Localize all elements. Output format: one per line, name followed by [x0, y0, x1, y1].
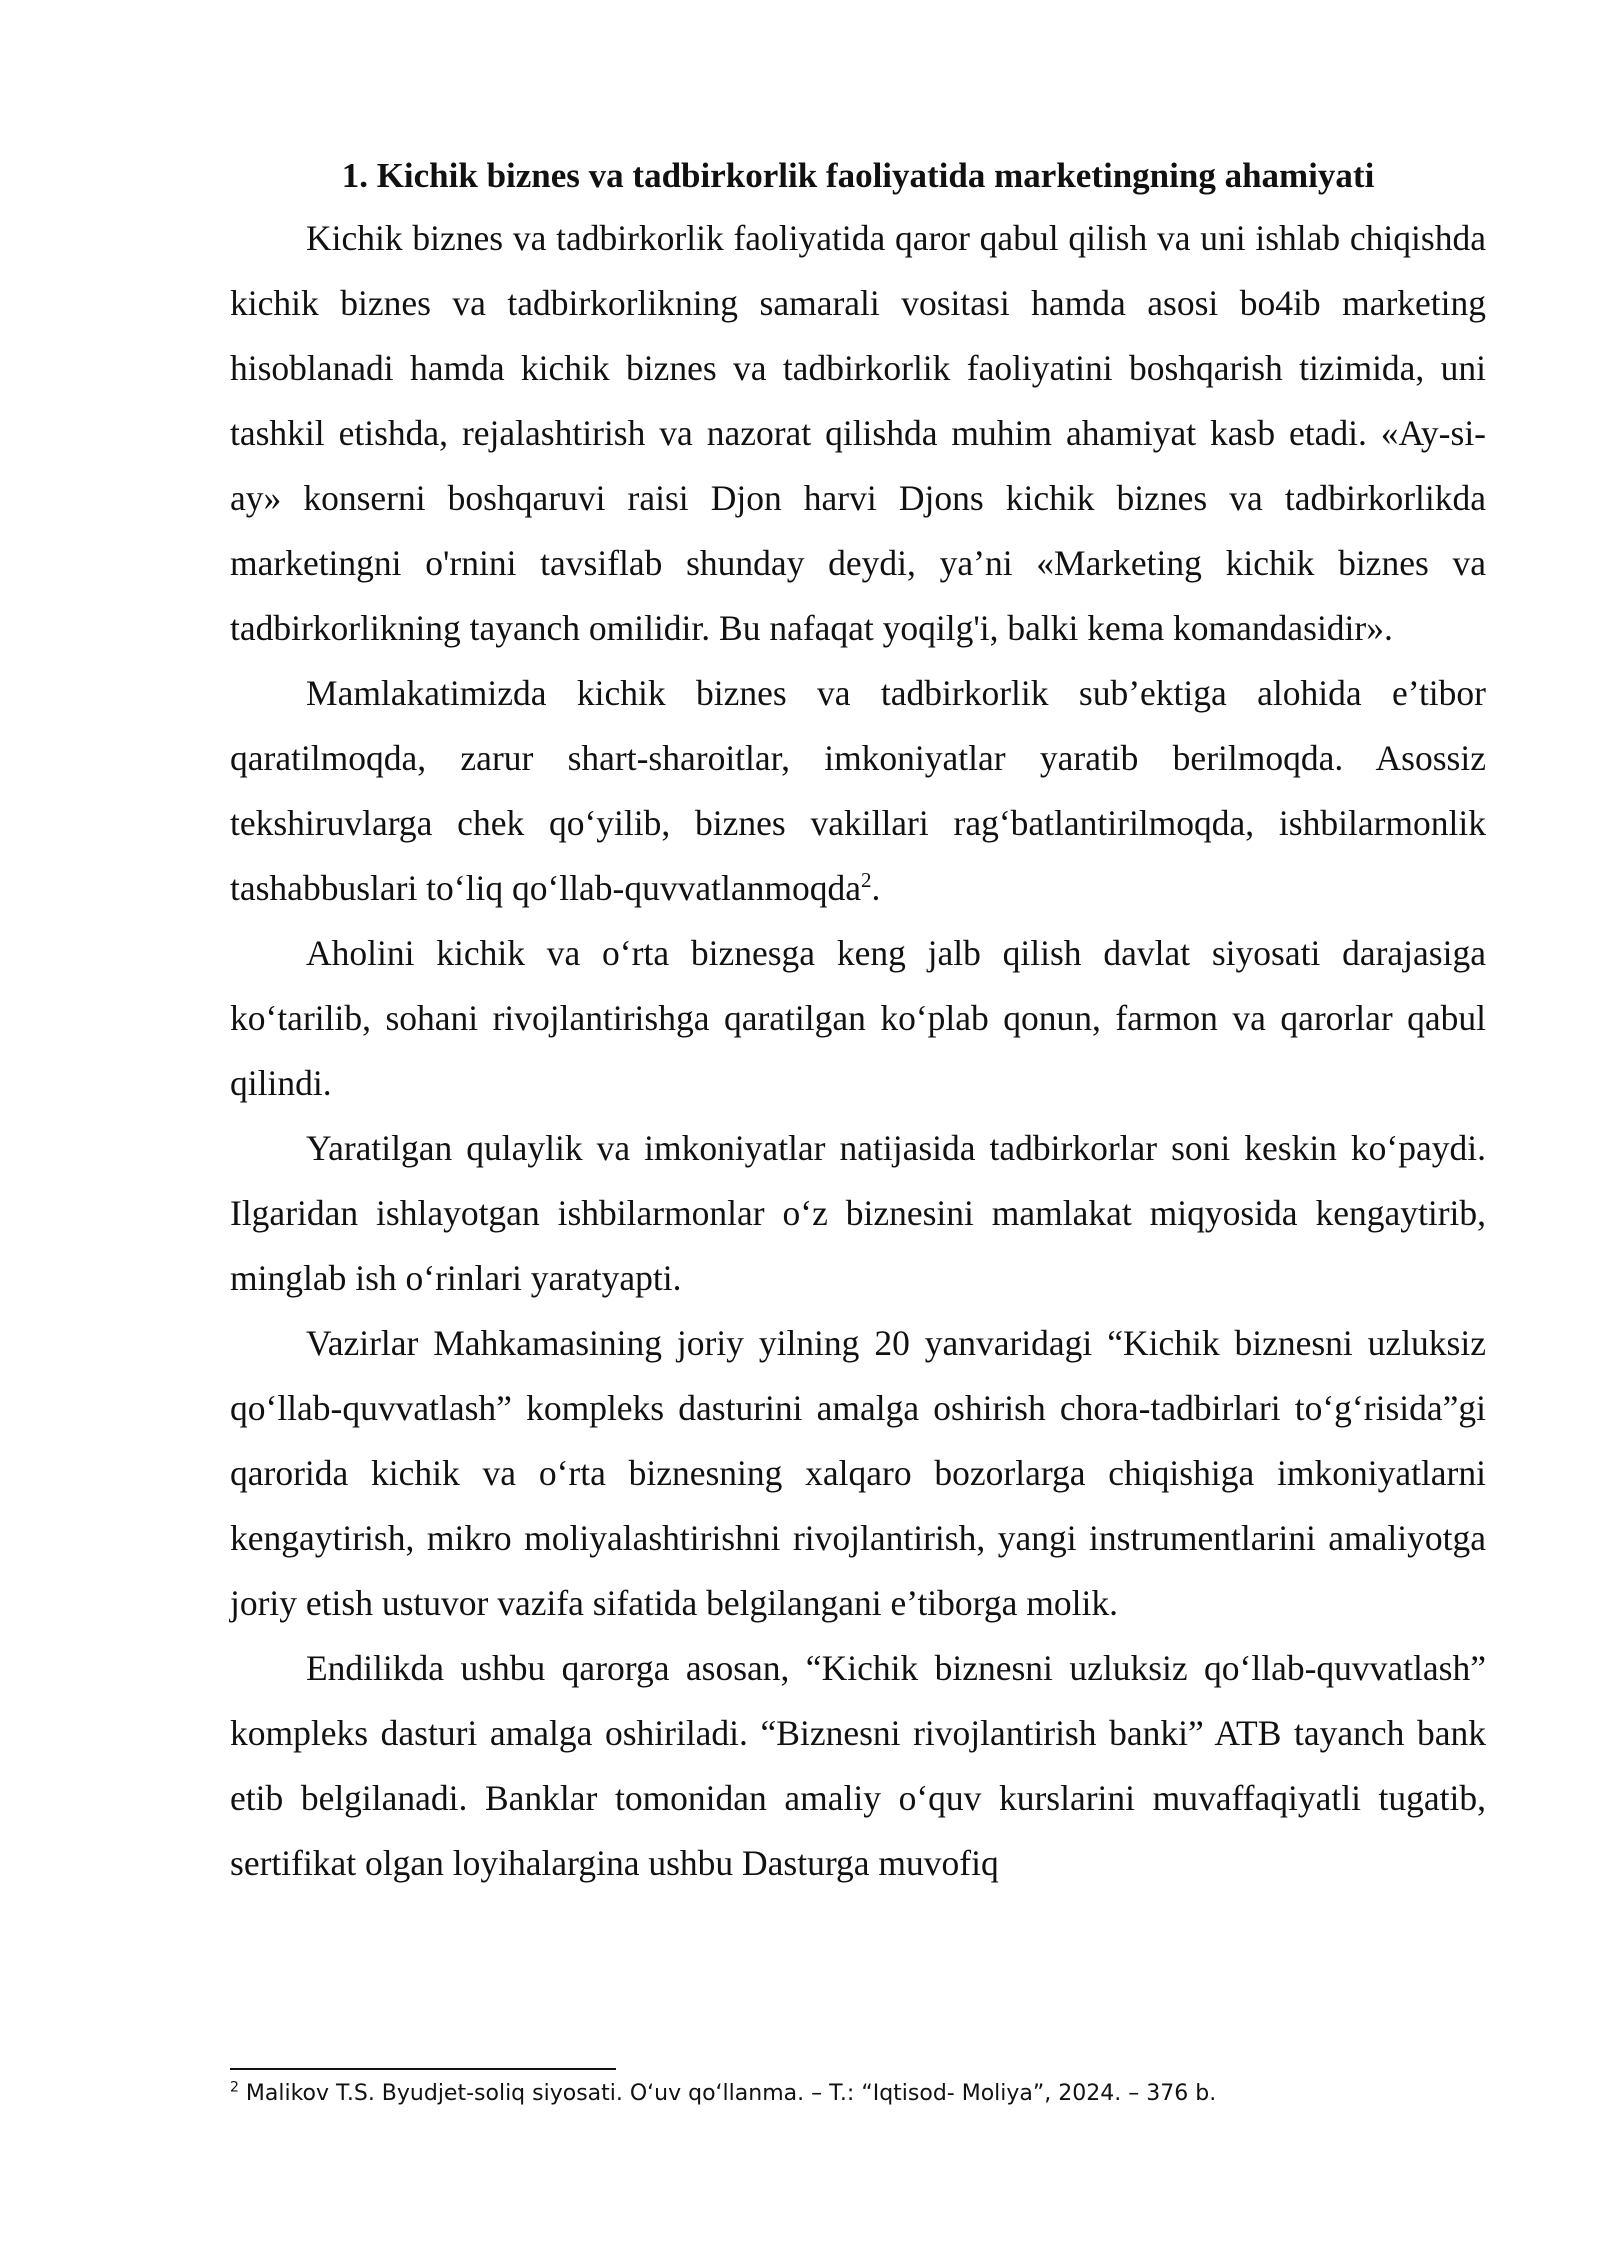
paragraph-1: Kichik biznes va tadbirkorlik faoliyatida qaror qabul qilish va uni ishlab chiqishda kichik biznes va tadbirkorlikning samarali vositasi hamda asosi bo4ib marketing hisoblanadi hamda kichik biznes va tadbirkorlik faoliyatini boshqarish tizimida, uni tashkil etishda, rejalashtirish va nazorat qilishda muhim ahamiyat kasb etadi. «Ay-si-ay» konserni boshqaruvi raisi Djon harvi Djons kichik biznes va tadbirkorlikda marketingni o'rnini tavsiflab shunday deydi, ya’ni «Marketing kichik biznes va tadbirkorlikning tayanch omilidir. Bu nafaqat yoqilg'i, balki kema komandasidir».: [230, 218, 1486, 648]
footnote-marker: 2: [230, 2079, 239, 2096]
footnote-text: Malikov T.S. Byudjet-soliq siyosati. O‘uv qo‘llanma. – T.: “Iqtisod- Moliya”, 2024. – 376 b.: [238, 2081, 1217, 2106]
paragraph-4: Yaratilgan qulaylik va imkoniyatlar natijasida tadbirkorlar soni keskin ko‘paydi. Ilgaridan ishlayotgan ishbilarmonlar o‘z biznesini mamlakat miqyosida kengaytirib, minglab ish o‘rinlari yaratyapti.: [230, 1128, 1486, 1298]
section-heading: 1. Kichik biznes va tadbirkorlik faoliyatida marketingning ahamiyati: [341, 156, 1375, 195]
paragraph-2: [230, 661, 1486, 921]
footnote: [230, 2078, 1486, 2110]
paragraph-2-end: .: [871, 868, 881, 908]
paragraph-2-text: Mamlakatimizda kichik biznes va tadbirkorlik sub’ektiga alohida e’tibor qaratilmoqda, zarur shart-sharoitlar, imkoniyatlar yaratib berilmoqda. Asossiz tekshiruvlarga chek qo‘yilib, biznes vakillari rag‘batlantirilmoqda, ishbilarmonlik tashabbuslari to‘liq qo‘llab-quvvatlanmoqda: [230, 673, 1486, 908]
paragraph-6: Endilikda ushbu qarorga asosan, “Kichik biznesni uzluksiz qo‘llab-quvvatlash” kompleks dasturi amalga oshiriladi. “Biznesni rivojlantirish banki” ATB tayanch bank etib belgilanadi. Banklar tomonidan amaliy o‘quv kurslarini muvaffaqiyatli tugatib, sertifikat olgan loyihalargina ushbu Dasturga muvofiq: [230, 1648, 1486, 1883]
footnote-reference[interactable]: 2: [860, 868, 872, 893]
paragraph-5: Vazirlar Mahkamasining joriy yilning 20 yanvaridagi “Kichik biznesni uzluksiz qo‘llab-quvvatlash” kompleks dasturini amalga oshirish chora-tadbirlari to‘g‘risida”gi qarorida kichik va o‘rta biznesning xalqaro bozorlarga chiqishiga imkoniyatlarni kengaytirish, mikro moliyalashtirishni rivojlantirish, yangi instrumentlarini amaliyotga joriy etish ustuvor vazifa sifatida belgilangani e’tiborga molik.: [230, 1323, 1486, 1623]
paragraph-3: Aholini kichik va o‘rta biznesga keng jalb qilish davlat siyosati darajasiga ko‘tarilib, sohani rivojlantirishga qaratilgan ko‘plab qonun, farmon va qarorlar qabul qilindi.: [230, 933, 1486, 1103]
footnote-separator: [230, 2068, 616, 2070]
document-body: [230, 146, 1486, 1896]
